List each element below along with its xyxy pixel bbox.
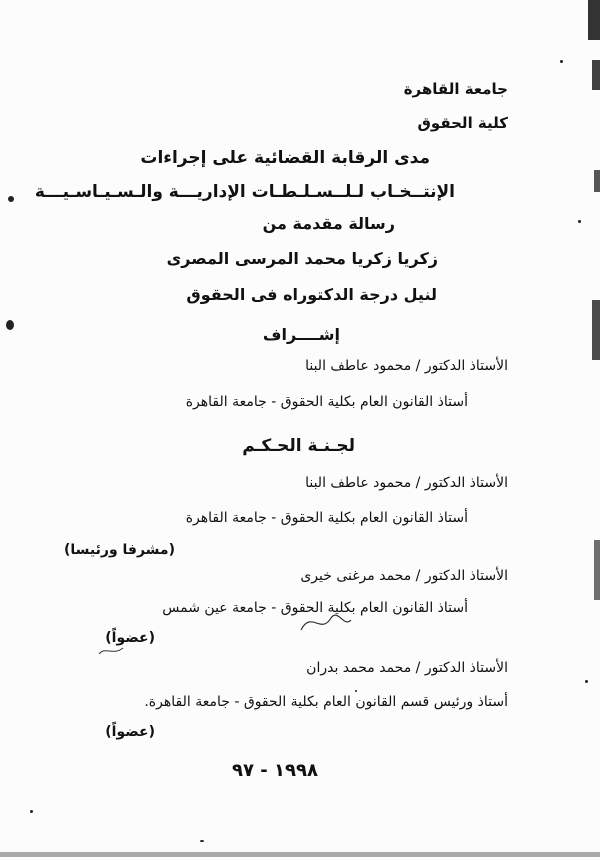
faculty-name: كلية الحقوق <box>417 114 508 132</box>
scan-speck <box>30 810 33 813</box>
committee-member-2-title: أستاذ القانون العام بكلية الحقوق - جامعة عين شمس <box>162 600 468 616</box>
scan-speck <box>585 680 588 683</box>
scan-edge-right-mark-4 <box>594 540 600 600</box>
committee-heading: لجـنـة الحـكـم <box>242 436 355 456</box>
scan-speck <box>560 60 563 63</box>
university-name: جامعة القاهرة <box>403 80 508 98</box>
scan-speck <box>355 690 357 692</box>
committee-member-2-role: (عضواً) <box>105 630 155 646</box>
scan-speck <box>8 196 14 202</box>
author-name: زكريا زكريا محمد المرسى المصرى <box>166 249 438 268</box>
scan-edge-right-top <box>588 0 600 40</box>
supervisor-name: الأستاذ الدكتور / محمود عاطف البنا <box>305 358 508 374</box>
committee-member-3-role: (عضواً) <box>105 724 155 740</box>
supervisor-title: أستاذ القانون العام بكلية الحقوق - جامعة القاهرة <box>185 394 468 410</box>
scan-speck <box>200 840 204 842</box>
scan-edge-right-mark-2 <box>594 170 600 192</box>
committee-member-1-name: الأستاذ الدكتور / محمود عاطف البنا <box>305 475 508 491</box>
scan-speck <box>578 220 581 223</box>
committee-member-1-role: (مشرفا ورئيسا) <box>64 542 175 558</box>
handwritten-mark <box>296 600 356 640</box>
degree-purpose: لنيل درجة الدكتوراه فى الحقوق <box>186 285 437 304</box>
committee-member-3-name: الأستاذ الدكتور / محمد محمد بدران <box>306 660 508 676</box>
committee-member-2-name: الأستاذ الدكتور / محمد مرغنى خيرى <box>300 568 508 584</box>
committee-member-3-title: أستاذ ورئيس قسم القانون العام بكلية الحقوق - جامعة القاهرة. <box>144 694 508 710</box>
scan-speck <box>6 320 14 330</box>
thesis-title-line-2: الإنتــخـاب لـلــسـلـطـات الإداريـــة والـسـيـاسـيـــة <box>34 182 455 202</box>
handwritten-tick <box>97 642 127 662</box>
committee-member-1-title: أستاذ القانون العام بكلية الحقوق - جامعة القاهرة <box>185 510 468 526</box>
academic-year: ١٩٩٨ - ٩٧ <box>232 760 318 781</box>
thesis-title-line-1: مدى الرقابة القضائية على إجراءات <box>140 148 430 168</box>
supervision-heading: إشــــراف <box>262 325 340 344</box>
submitted-by-label: رسالة مقدمة من <box>262 214 395 233</box>
scan-edge-right-mark <box>592 60 600 90</box>
scan-edge-bottom <box>0 852 600 857</box>
scan-edge-right-mark-3 <box>592 300 600 360</box>
